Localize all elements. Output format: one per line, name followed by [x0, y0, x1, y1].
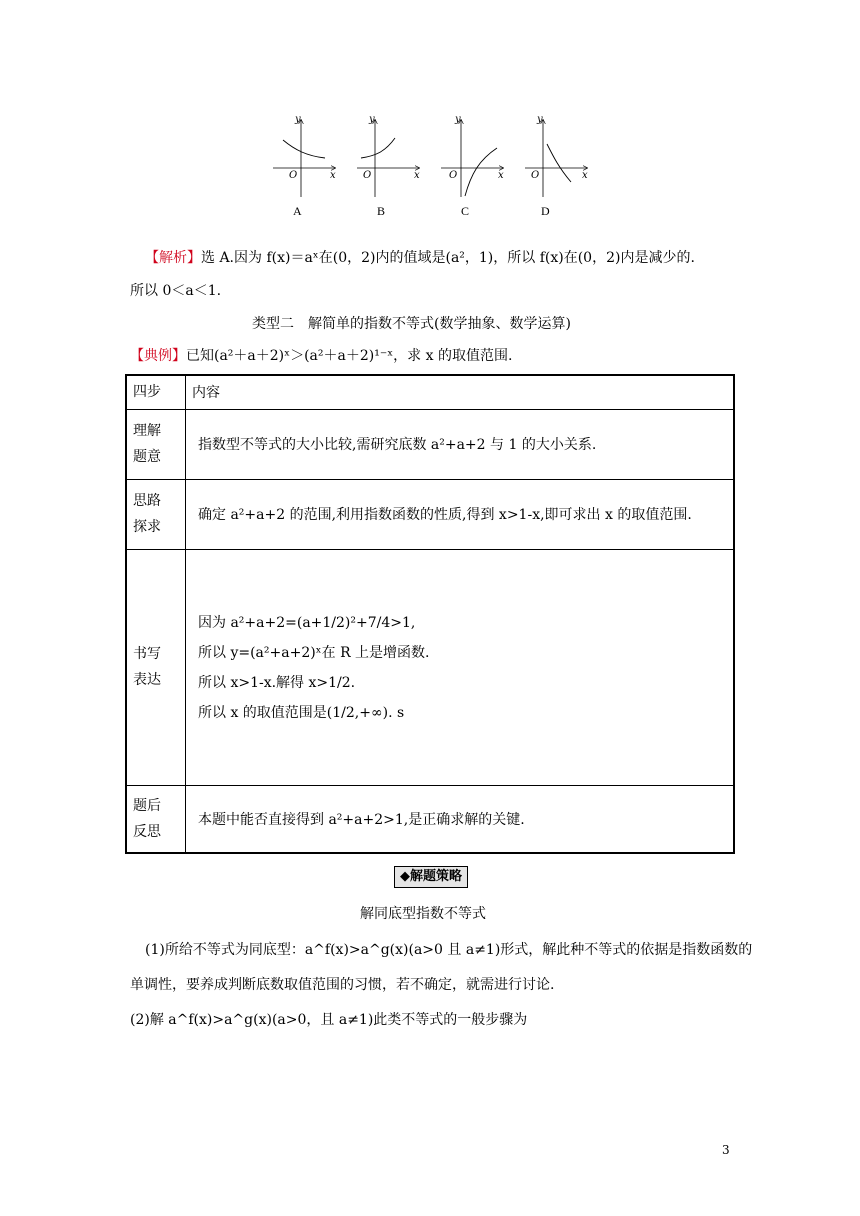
step-cell: 题后 反思: [126, 785, 186, 853]
content-cell: 本题中能否直接得到 a²+a+2>1,是正确求解的关键.: [186, 785, 735, 853]
graphs-svg: [265, 112, 595, 202]
svg-text:x: x: [330, 170, 336, 181]
writing-line-3: 所以 x>1-x.解得 x>1/2.: [198, 675, 356, 691]
page-number: 3: [722, 1143, 730, 1157]
example-line: [130, 346, 512, 366]
header-content: 内容: [186, 375, 735, 409]
svg-text:x: x: [582, 170, 588, 181]
analysis-tag: 【解析】: [145, 250, 201, 266]
writing-line-4: 所以 x 的取值范围是(1/2,+∞). s: [198, 705, 405, 721]
strategy-p1-line2: 单调性，要养成判断底数取值范围的习惯，若不确定，就需进行讨论.: [130, 977, 555, 993]
analysis-text-1: 选 A.因为 f(x)＝aˣ在(0，2)内的值域是(a²，1)，所以 f(x)在(0，2)内是减少的.: [201, 250, 695, 266]
writing-line-2: 所以 y=(a²+a+2)ˣ在 R 上是增函数.: [198, 645, 430, 661]
table-header-row: [126, 375, 734, 409]
strategy-badge: ◆解题策略: [394, 866, 468, 888]
strategy-p1-line1: (1)所给不等式为同底型：a^f(x)>a^g(x)(a>0 且 a≠1)形式，解此种不等式的依据是指数函数的: [145, 942, 753, 958]
graph-label-a: A: [293, 204, 302, 218]
table-row: [126, 549, 734, 785]
graph-a: [273, 114, 336, 197]
svg-text:x: x: [414, 170, 420, 181]
svg-text:O: O: [363, 170, 372, 181]
svg-text:y: y: [455, 114, 461, 125]
graph-label-c: C: [461, 204, 470, 218]
analysis-line-2: 所以 0＜a＜1.: [130, 283, 222, 299]
table-row: [126, 479, 734, 549]
step-cell: 理解 题意: [126, 409, 186, 479]
writing-line-1: 因为 a²+a+2=(a+1/2)²+7/4>1,: [198, 615, 416, 631]
svg-text:y: y: [369, 114, 375, 125]
svg-text:y: y: [537, 114, 543, 125]
graph-label-d: D: [541, 204, 550, 218]
example-text: 已知(a²＋a＋2)ˣ＞(a²＋a＋2)¹⁻ˣ，求 x 的取值范围.: [186, 348, 513, 364]
header-step: 四步: [126, 375, 186, 409]
svg-text:x: x: [498, 170, 504, 181]
svg-text:O: O: [289, 170, 298, 181]
graph-b: [357, 114, 420, 197]
graph-c: [441, 114, 504, 197]
svg-text:O: O: [449, 170, 458, 181]
analysis-line-1: [145, 248, 695, 268]
function-graphs: [265, 112, 595, 224]
svg-text:O: O: [531, 170, 540, 181]
graph-d: [525, 114, 588, 197]
table-row: [126, 785, 734, 853]
example-tag: 【典例】: [130, 348, 186, 364]
strategy-p2: (2)解 a^f(x)>a^g(x)(a>0，且 a≠1)此类不等式的一般步骤为: [130, 1012, 528, 1028]
step-cell: 书写 表达: [126, 549, 186, 785]
graph-label-b: B: [377, 204, 386, 218]
four-steps-table: [125, 374, 735, 854]
content-cell: 确定 a²+a+2 的范围,利用指数函数的性质,得到 x>1-x,即可求出 x 的取值范围.: [186, 479, 735, 549]
content-cell: 指数型不等式的大小比较,需研究底数 a²+a+2 与 1 的大小关系.: [186, 409, 735, 479]
table-row: [126, 409, 734, 479]
section-title: 类型二 解简单的指数不等式(数学抽象、数学运算): [252, 316, 571, 332]
strategy-subtitle: 解同底型指数不等式: [360, 906, 486, 922]
step-cell: 思路 探求: [126, 479, 186, 549]
svg-text:y: y: [295, 114, 301, 125]
content-cell: [186, 549, 735, 785]
